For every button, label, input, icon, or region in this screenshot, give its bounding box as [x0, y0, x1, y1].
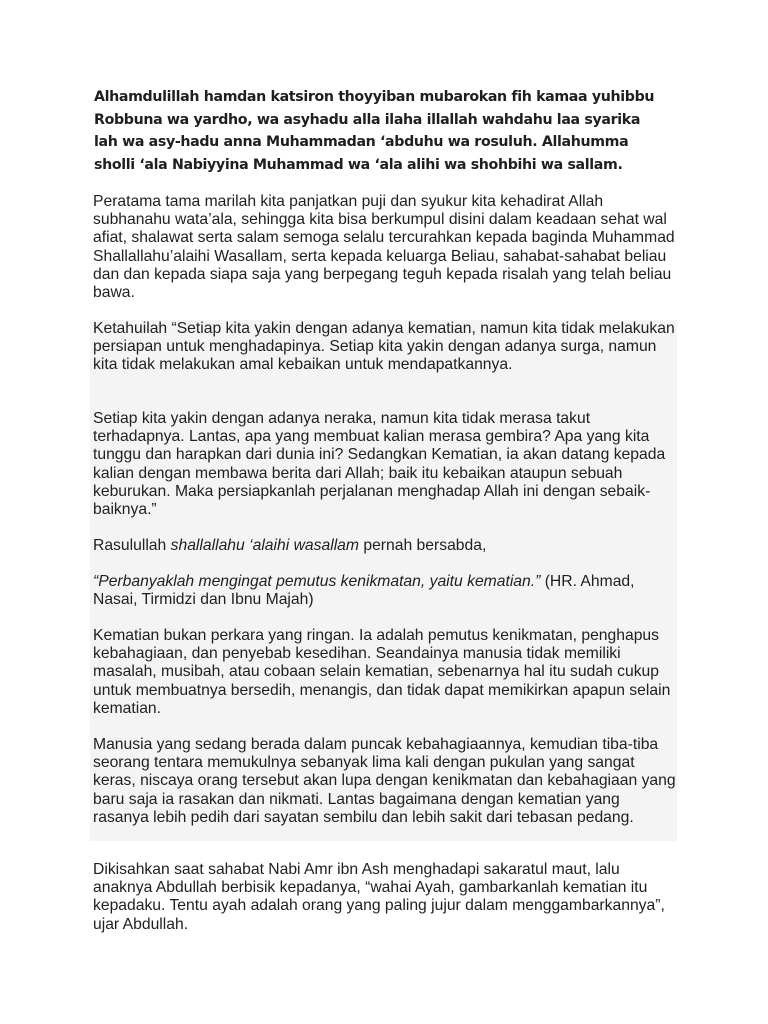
bersabda-text: pernah bersabda, [358, 537, 487, 554]
paragraph-kematian: Kematian bukan perkara yang ringan. Ia adalah pemutus kenikmatan, penghapus kebahagiaan, dan penyebab kesedihan. Seandainya manusia tidak memiliki masalah, musibah, atau cobaan selain kematian, sebenarnya hal itu sudah cukup untuk membuatnya bersedih, menangis, dan tidak dapat memikirkan apapun selain kematian. [93, 627, 671, 717]
paragraph-ketahuilah: Ketahuilah “Setiap kita yakin dengan adanya kematian, namun kita tidak melakukan persiapan untuk menghadapinya. Setiap kita yakin dengan adanya surga, namun kita tidak melakukan amal kebaikan untuk mendapatkannya. [93, 320, 675, 374]
paragraph-hadith [93, 573, 677, 609]
rasulullah-text: Rasulullah [93, 537, 171, 554]
paragraph-manusia: Manusia yang sedang berada dalam puncak kebahagiaannya, kemudian tiba-tiba seorang tentara memukulnya sebanyak lima kali dengan pukulan yang sangat keras, niscaya orang tersebut akan lupa dengan kenikmatan dan kebahagiaan yang baru saja ia rasakan dan nikmati. Lantas bagaimana dengan kematian yang rasanya lebih pedih dari sayatan sembilu dan lebih sakit dari tebasan pedang. [93, 736, 676, 826]
paragraph-intro: Peratama tama marilah kita panjatkan puji dan syukur kita kehadirat Allah subhanahu wata’ala, sehingga kita bisa berkumpul disini dalam keadaan sehat wal afiat, shalawat serta salam semoga selalu tercurahkan kepada baginda Muhammad Shallallahu’alaihi Wasallam, serta kepada keluarga Beliau, sahabat-sahabat beliau dan dan kepada siapa saja yang berpegang teguh kepada risalah yang telah beliau bawa. [93, 193, 675, 302]
paragraph-rasulullah [93, 537, 677, 555]
paragraph-neraka: Setiap kita yakin dengan adanya neraka, namun kita tidak merasa takut terhadapnya. Lantas, apa yang membuat kalian merasa gembira? Apa yang kita tunggu dan harapkan dari dunia ini? Sedangkan Kematian, ia akan datang kepada kalian dengan membawa berita dari Allah; baik itu kebaikan ataupun sebuah keburukan. Maka persiapkanlah perjalanan menghadap Allah ini dengan sebaik-baiknya.” [93, 410, 666, 519]
opening-prayer: Alhamdulillah hamdan katsiron thoyyiban mubarokan fih kamaa yuhibbu Robbuna wa yardho, wa asyhadu alla ilaha illallah wahdahu laa syarika lah wa asy-hadu anna Muhammadan ‘abduhu wa rosuluh. Allahumma sholli ‘ala Nabiyyina Muhammad wa ‘ala alihi wa shohbihi wa sallam. [94, 89, 655, 173]
hadith-source: (HR. Ahmad, Nasai, Tirmidzi dan Ibnu Majah) [93, 573, 635, 609]
salawat-italic: shallallahu ‘alaihi wasallam [170, 537, 359, 554]
paragraph-amr-ibn-ash: Dikisahkan saat sahabat Nabi Amr ibn Ash menghadapi sakaratul maut, lalu anaknya Abdullah berbisik kepadanya, “wahai Ayah, gambarkanlah kematian itu kepadaku. Tentu ayah adalah orang yang paling jujur dalam menggambarkannya”, ujar Abdullah. [93, 861, 665, 933]
hadith-quote: “Perbanyaklah mengingat pemutus kenikmatan, yaitu kematian.” [93, 573, 541, 590]
